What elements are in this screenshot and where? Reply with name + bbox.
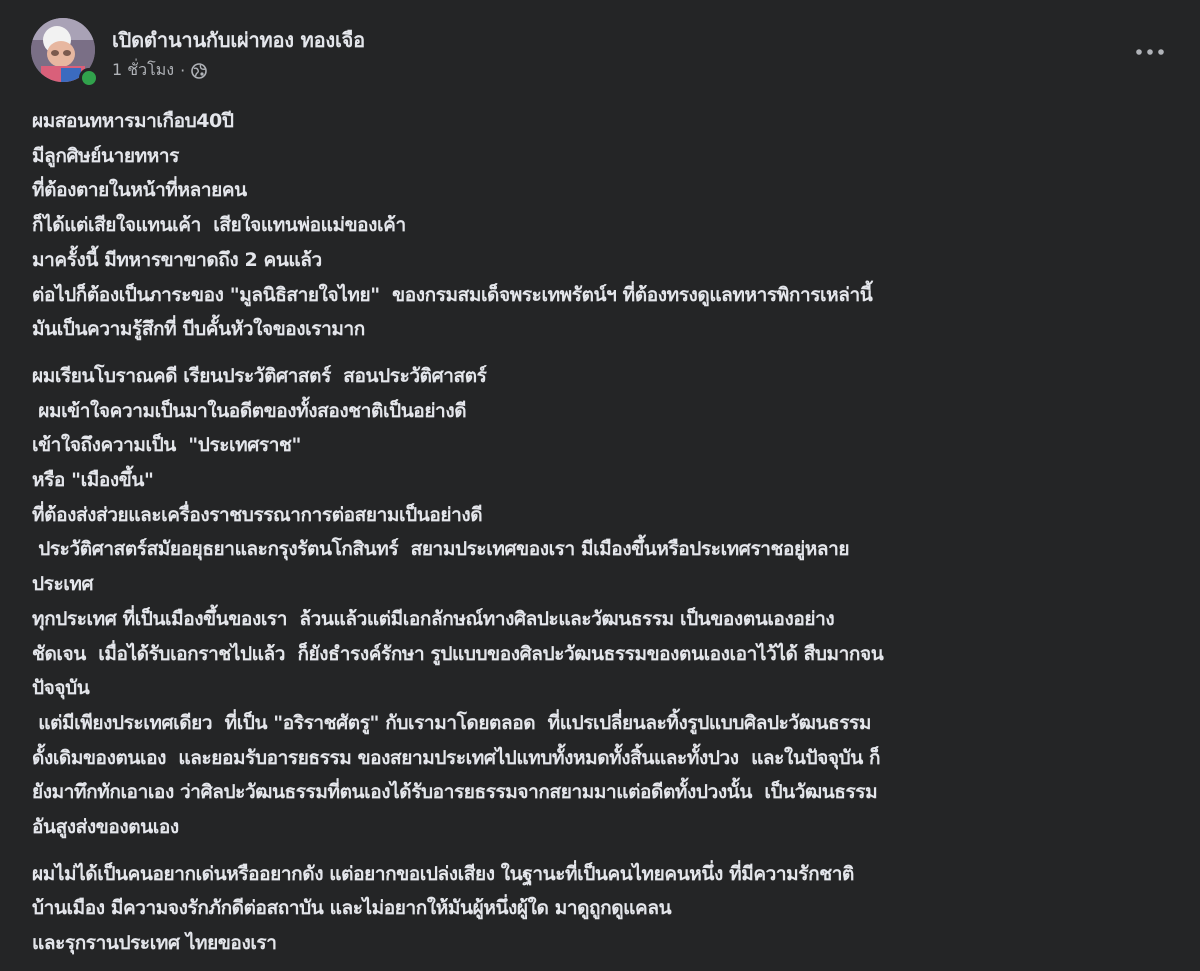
post-text-line: และรุกรานประเทศ ไทยของเรา xyxy=(32,932,277,955)
author-avatar[interactable] xyxy=(31,18,95,82)
post-text-line: ยังมาทึกทักเอาเอง ว่าศิลปะวัฒนธรรมที่ตนเองได้รับอารยธรรมจากสยามมาแต่อดีตทั้งปวงนั้น เป็นวัฒนธรรม xyxy=(32,781,878,804)
post-text-line: มันเป็นความรู้สึกที่ บีบคั้นหัวใจของเรามาก xyxy=(32,318,365,341)
post-time[interactable]: 1 ชั่วโมง xyxy=(112,60,175,79)
post-paragraph xyxy=(32,359,1172,845)
post-text-line: ต่อไปก็ต้องเป็นภาระของ "มูลนิธิสายใจไทย" ของกรมสมเด็จพระเทพรัตน์ฯ ที่ต้องทรงดูแลทหารพิการเหล่านี้ xyxy=(32,283,873,306)
post-text-line: บ้านเมือง มีความจงรักภักดีต่อสถาบัน และไม่อยากให้มันผู้หนึ่งผู้ใด มาดูถูกดูแคลน xyxy=(32,897,672,920)
more-options-icon xyxy=(1135,41,1165,60)
online-status-dot xyxy=(79,68,99,88)
post-header xyxy=(31,18,1180,90)
globe-icon[interactable] xyxy=(191,63,207,79)
post-text-line: ประเทศ xyxy=(32,573,94,596)
post-text-line: ประวัติศาสตร์สมัยอยุธยาและกรุงรัตนโกสินทร์ สยามประเทศของเรา มีเมืองขึ้นหรือประเทศราชอยู่หลาย xyxy=(32,538,850,561)
post-text xyxy=(32,104,1172,971)
post-text-line: ดั้งเดิมของตนเอง และยอมรับอารยธรรม ของสยามประเทศไปแทบทั้งหมดทั้งสิ้นและทั้งปวง และในปัจจุบัน ก็ xyxy=(32,746,881,769)
post-text-line: มีลูกศิษย์นายทหาร xyxy=(32,144,179,167)
post-text-line: ชัดเจน เมื่อได้รับเอกราชไปแล้ว ก็ยังธำรงค์รักษา รูปแบบของศิลปะวัฒนธรรมของตนเองเอาไว้ได้ สืบมากจน xyxy=(32,642,884,665)
post-text-line: ผมเรียนโบราณคดี เรียนประวัติศาสตร์ สอนประวัติศาสตร์ xyxy=(32,364,487,387)
post-text-line: ผมไม่ได้เป็นคนอยากเด่นหรืออยากดัง แต่อยากขอเปล่งเสียง ในฐานะที่เป็นคนไทยคนหนึ่ง ที่มีความรักชาติ xyxy=(32,862,854,885)
post-text-line: แต่มีเพียงประเทศเดียว ที่เป็น "อริราชศัตรู" กับเรามาโดยตลอด ที่แปรเปลี่ยนละทิ้งรูปแบบศิลปะวัฒนธรรม xyxy=(32,711,871,734)
post-text-line: อันสูงส่งของตนเอง xyxy=(32,816,179,839)
author-name[interactable]: เปิดตำนานกับเผ่าทอง ทองเจือ xyxy=(112,28,365,52)
post-paragraph xyxy=(32,857,1172,961)
post-text-line: ก็ได้แต่เสียใจแทนเค้า เสียใจแทนพ่อแม่ของเค้า xyxy=(32,214,406,237)
post-text-line: มาครั้งนี้ มีทหารขาขาดถึง 2 คนแล้ว xyxy=(32,248,322,271)
meta-separator: · xyxy=(180,61,186,80)
post-text-line: ผมสอนทหารมาเกือบ40ปี xyxy=(32,110,234,132)
more-options-button[interactable] xyxy=(1130,32,1170,68)
post-paragraph xyxy=(32,104,1172,347)
post-text-line: ผมเข้าใจความเป็นมาในอดีตของทั้งสองชาติเป็นอย่างดี xyxy=(32,399,467,422)
post-text-line: หรือ "เมืองขึ้น" xyxy=(32,469,154,492)
post-text-line: ที่ต้องส่งส่วยและเครื่องราชบรรณาการต่อสยามเป็นอย่างดี xyxy=(32,503,483,526)
post-text-line: ที่ต้องตายในหน้าที่หลายคน xyxy=(32,179,247,202)
post-text-line: เข้าใจถึงความเป็น "ประเทศราช" xyxy=(32,434,302,457)
post-text-line: ทุกประเทศ ที่เป็นเมืองขึ้นของเรา ล้วนแล้วแต่มีเอกลักษณ์ทางศิลปะและวัฒนธรรม เป็นของตนเองอย่าง xyxy=(32,607,835,630)
post-meta xyxy=(112,58,207,83)
post-text-line: ปัจจุบัน xyxy=(32,677,90,700)
